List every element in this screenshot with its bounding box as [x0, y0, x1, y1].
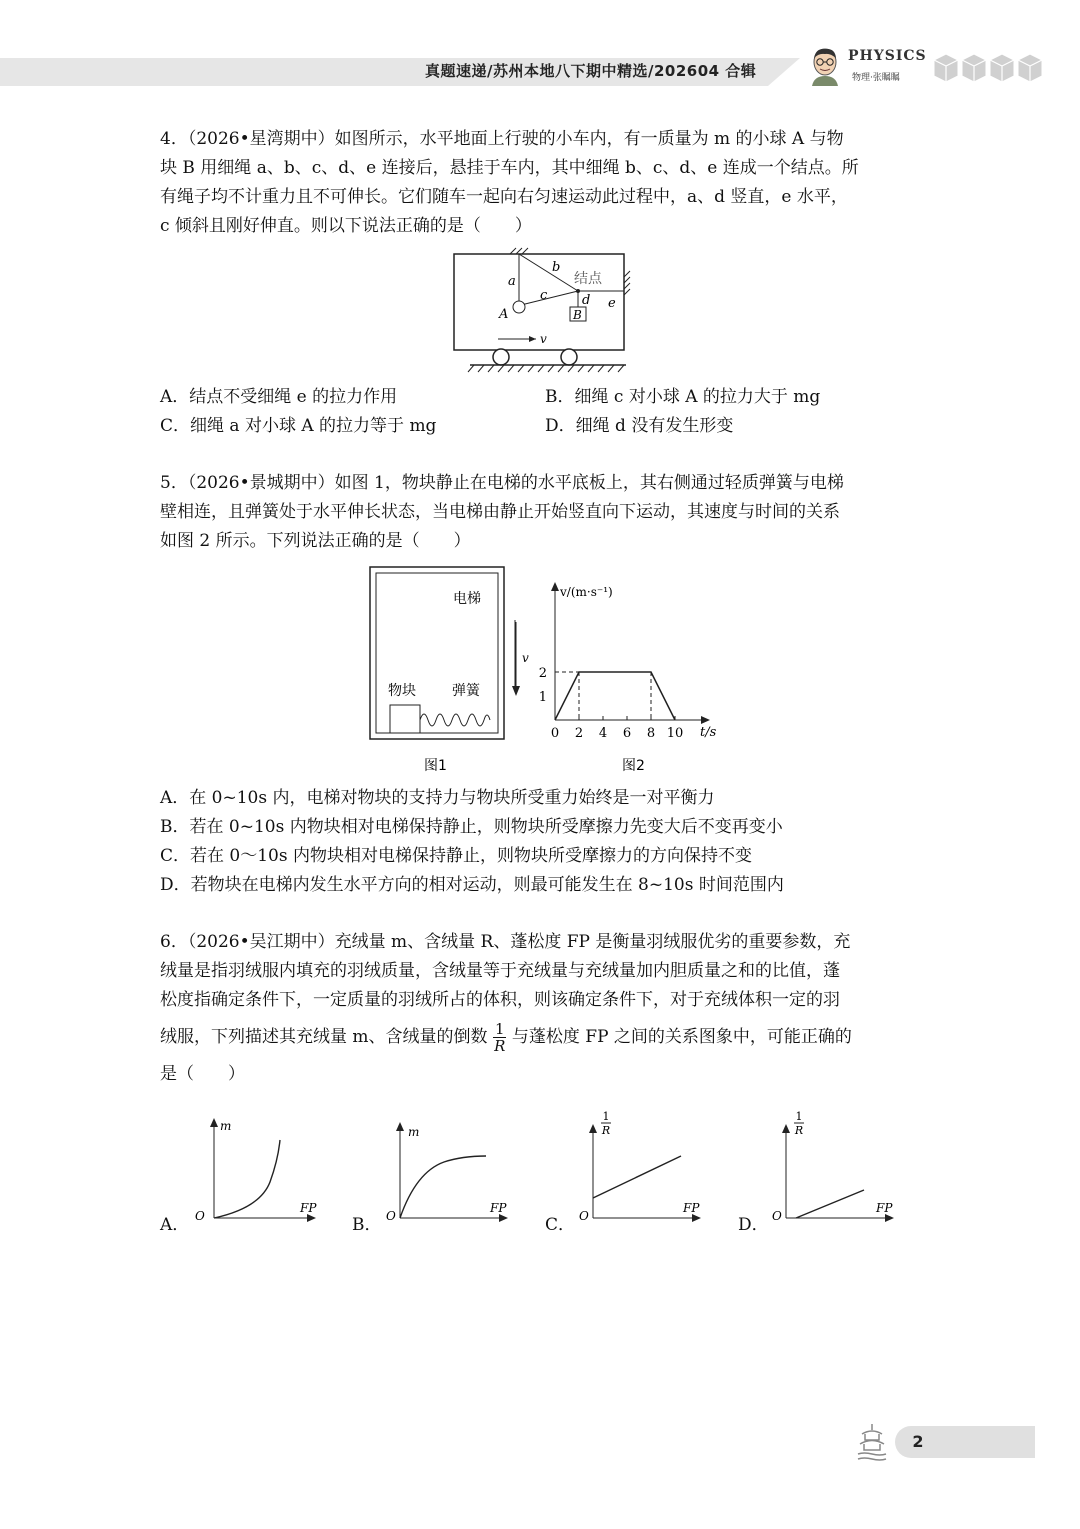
- x-tick-label: 6: [622, 726, 632, 741]
- graph-d-x-label: FP: [876, 1201, 893, 1215]
- figure-2-caption: 图2: [622, 758, 645, 774]
- graph-c-y-num: 1: [602, 1110, 610, 1123]
- block-label: B: [573, 308, 582, 322]
- graph-c-x-label: FP: [683, 1201, 700, 1215]
- question-6: [160, 928, 925, 1089]
- q5-option-c[interactable]: C．若在 0～10s 内物块相对电梯保持静止，则物块所受摩擦力的方向保持不变: [160, 846, 752, 866]
- q5-options: [160, 784, 925, 900]
- graph-a-y-label: m: [220, 1119, 232, 1133]
- x-tick-label: 4: [598, 726, 608, 741]
- rope-e-label: e: [608, 296, 616, 311]
- knot-label: 结点: [574, 271, 602, 287]
- down-arrow-icon: [508, 620, 528, 700]
- q6-graph-c[interactable]: [575, 1110, 715, 1230]
- ball-label: A: [499, 307, 509, 322]
- chart-x-label: t/s: [700, 725, 717, 740]
- header-title: 真题速递/苏州本地八下期中精选/202604 合辑: [425, 62, 757, 80]
- rope-c-label: c: [540, 288, 548, 303]
- q4-option-b[interactable]: B．细绳 c 对小球 A 的拉力大于 mg: [545, 387, 821, 407]
- q6-graph-b[interactable]: [382, 1110, 522, 1230]
- question-4: [160, 125, 925, 241]
- graph-d-y-num: 1: [795, 1110, 803, 1123]
- page-number: 2: [912, 1432, 924, 1451]
- q6-text-line: 松度指确定条件下，一定质量的羽绒所占的体积，则该确定条件下，对于充绒体积一定的羽: [160, 990, 840, 1010]
- q6-graph-d[interactable]: [768, 1110, 908, 1230]
- q4-option-d[interactable]: D．细绳 d 没有发生形变: [545, 416, 734, 436]
- fraction-numerator: 1: [494, 1020, 505, 1038]
- q4-text-line: 4．（2026•星湾期中）如图所示，水平地面上行驶的小车内，有一质量为 m 的小球 A 与物: [160, 129, 844, 149]
- q4-text-line: c 倾斜且刚好伸直。则以下说法正确的是（ ）: [160, 216, 532, 236]
- q6-option-c-label[interactable]: C．: [545, 1215, 576, 1235]
- velocity-series-line: [555, 672, 675, 720]
- q6-text-line: 是（ ）: [160, 1064, 245, 1084]
- graph-a-x-label: FP: [300, 1201, 317, 1215]
- rope-b-label: b: [552, 260, 561, 275]
- y-tick-label: 2: [538, 666, 547, 681]
- one-over-r-fraction: [493, 1021, 507, 1054]
- graph-b-origin: O: [386, 1209, 396, 1223]
- graph-b-x-label: FP: [490, 1201, 507, 1215]
- graph-c-y-den: R: [601, 1124, 611, 1137]
- elevator-label: 电梯: [453, 591, 481, 607]
- brand-name: PHYSICS: [848, 48, 927, 64]
- graph-d-y-den: R: [794, 1124, 804, 1137]
- fraction-denominator: R: [494, 1037, 506, 1055]
- q6-text-part: 绒服，下列描述其充绒量 m、含绒量的倒数: [160, 1027, 488, 1047]
- q4-text-line: 块 B 用细绳 a、b、c、d、e 连接后，悬挂于车内，其中细绳 b、c、d、e 连成一个结点。所: [160, 158, 859, 178]
- q6-text-line-fraction: [160, 1021, 925, 1054]
- velocity-label: v: [540, 332, 547, 346]
- q4-option-c[interactable]: C．细绳 a 对小球 A 的拉力等于 mg: [160, 416, 437, 436]
- graph-b-y-label: m: [408, 1125, 420, 1139]
- q5-elevator-figure: [368, 565, 508, 777]
- graph-c-origin: O: [579, 1209, 589, 1223]
- q6-text-part: 与蓬松度 FP 之间的关系图象中，可能正确的: [511, 1027, 852, 1047]
- chart-y-label: v/(m·s⁻¹): [560, 585, 613, 599]
- teacher-avatar-icon: [808, 46, 842, 86]
- q4-options: [160, 383, 925, 441]
- block-text: 物块: [388, 683, 416, 699]
- graph-a-origin: O: [195, 1209, 205, 1223]
- x-tick-label: 8: [646, 726, 656, 741]
- q5-velocity-time-chart: [530, 578, 720, 778]
- q6-option-a-label[interactable]: A．: [160, 1215, 190, 1235]
- y-tick-label: 1: [538, 690, 547, 705]
- x-tick-label: 0: [550, 726, 560, 741]
- q6-option-b-label[interactable]: B．: [352, 1215, 382, 1235]
- q5-option-d[interactable]: D．若物块在电梯内发生水平方向的相对运动，则最可能发生在 8~10s 时间范围内: [160, 875, 784, 895]
- pagoda-icon: [854, 1422, 890, 1462]
- q5-text-line: 如图 2 所示。下列说法正确的是（ ）: [160, 531, 471, 551]
- brand-subtitle: 物理·张瞩瞩: [852, 73, 900, 83]
- q5-text-line: 5．（2026•景城期中）如图 1，物块静止在电梯的水平底板上，其右侧通过轻质弹簧与电梯: [160, 473, 844, 493]
- x-tick-label: 2: [574, 726, 584, 741]
- q6-option-d-label[interactable]: D．: [738, 1215, 769, 1235]
- elevator-velocity-label: v: [522, 651, 529, 665]
- q4-cart-figure: [448, 245, 638, 375]
- q4-option-a[interactable]: A．结点不受细绳 e 的拉力作用: [160, 387, 398, 407]
- q4-text-line: 有绳子均不计重力且不可伸长。它们随车一起向右匀速运动此过程中，a、d 竖直，e 水平，: [160, 187, 848, 207]
- q6-graph-a[interactable]: [190, 1110, 330, 1230]
- spring-text: 弹簧: [452, 683, 480, 699]
- q5-text-line: 壁相连，且弹簧处于水平伸长状态，当电梯由静止开始竖直向下运动，其速度与时间的关系: [160, 502, 840, 522]
- rope-d-label: d: [582, 293, 591, 308]
- q6-text-line: 绒量是指羽绒服内填充的羽绒质量，含绒量等于充绒量与充绒量加内胆质量之和的比值，蓬: [160, 961, 840, 981]
- brand-logo: [800, 44, 1060, 90]
- q6-text-line: 6．（2026•吴江期中）充绒量 m、含绒量 R、蓬松度 FP 是衡量羽绒服优劣的重要参数，充: [160, 932, 851, 952]
- rope-a-label: a: [508, 274, 516, 289]
- x-tick-label: 10: [666, 726, 684, 741]
- q6-graph-options: [160, 1110, 930, 1240]
- figure-1-caption: 图1: [424, 758, 447, 774]
- q5-option-b[interactable]: B．若在 0~10s 内物块相对电梯保持静止，则物块所受摩擦力先变大后不变再变小: [160, 817, 783, 837]
- cubes-decoration-icon: [932, 52, 1052, 84]
- q5-option-a[interactable]: A．在 0~10s 内，电梯对物块的支持力与物块所受重力始终是一对平衡力: [160, 788, 715, 808]
- question-5: [160, 469, 925, 556]
- graph-d-origin: O: [772, 1209, 782, 1223]
